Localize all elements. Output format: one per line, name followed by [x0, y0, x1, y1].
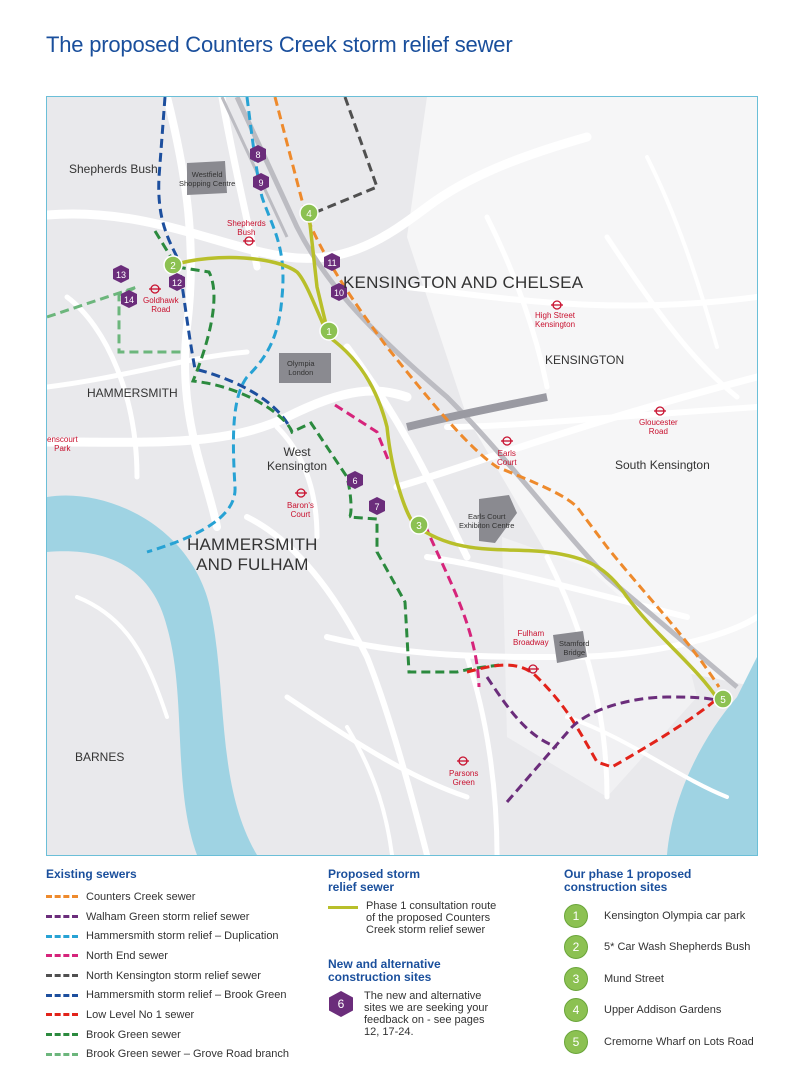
site-marker-3[interactable] — [410, 516, 428, 534]
landmark-stamford-bridge: Stamford Bridge — [559, 639, 590, 657]
legend-label: Brook Green sewer – Grove Road branch — [86, 1048, 289, 1061]
place-hammersmith: HAMMERSMITH — [87, 386, 178, 400]
legend-label: Phase 1 consultation route of the proposed Counters Creek storm relief sewer — [366, 900, 497, 936]
legend-item-brook-green-grove — [46, 1045, 306, 1065]
hexagon-icon — [328, 990, 354, 1018]
legend-swatch — [46, 915, 78, 918]
legend-site-3 — [564, 963, 774, 995]
legend-label: North Kensington storm relief sewer — [86, 969, 261, 982]
legend-label: Counters Creek sewer — [86, 890, 196, 903]
page-title: The proposed Counters Creek storm relief sewer — [46, 32, 513, 57]
svg-text:12: 12 — [171, 278, 183, 288]
legend-proposed-title: Proposed storm relief sewer — [328, 867, 421, 894]
legend-item-hammersmith-brook-green — [46, 985, 306, 1005]
place-south-kensington: South Kensington — [615, 458, 710, 472]
svg-text:6: 6 — [352, 476, 358, 486]
place-hammersmith-fulham: HAMMERSMITH AND FULHAM — [187, 535, 318, 574]
site-marker-4[interactable] — [300, 204, 318, 222]
svg-text:9: 9 — [258, 178, 264, 188]
legend-label: Upper Addison Gardens — [604, 1004, 722, 1017]
svg-text:7: 7 — [374, 502, 380, 512]
station-label-earls-court: Earls Court — [497, 449, 517, 467]
legend-swatch — [46, 1053, 78, 1056]
place-shepherds-bush: Shepherds Bush — [69, 162, 158, 176]
station-label-fulham-broadway: Fulham Broadway — [513, 629, 549, 647]
site-number-circle: 5 — [564, 1030, 588, 1054]
svg-text:5: 5 — [720, 695, 726, 706]
landmark-westfield: Westfield Shopping Centre — [179, 170, 236, 188]
legend-label: Walham Green storm relief sewer — [86, 910, 250, 923]
legend-new-alt-title: New and alternative construction sites — [328, 957, 441, 984]
legend-proposed — [328, 868, 528, 1038]
legend-swatch — [46, 1033, 78, 1036]
legend-item-hammersmith-duplication — [46, 926, 306, 946]
legend-swatch — [46, 974, 78, 977]
site-marker-1[interactable] — [320, 322, 338, 340]
legend-swatch — [46, 935, 78, 938]
legend-label: 5* Car Wash Shepherds Bush — [604, 941, 751, 954]
site-marker-5[interactable] — [714, 690, 732, 708]
station-label-ravenscourt-park: enscourt Park — [47, 435, 78, 453]
legend-existing-title: Existing sewers — [46, 867, 137, 881]
legend-item-phase1-route — [328, 900, 528, 936]
legend-item-brook-green — [46, 1025, 306, 1045]
station-label-parsons-green: Parsons Green — [449, 769, 479, 787]
legend-label: Hammersmith storm relief – Brook Green — [86, 989, 287, 1002]
legend-site-5 — [564, 1026, 774, 1058]
site-number-circle: 3 — [564, 967, 588, 991]
legend-label: Brook Green sewer — [86, 1028, 181, 1041]
legend-label: Cremorne Wharf on Lots Road — [604, 1035, 754, 1048]
place-kensington-chelsea: KENSINGTON AND CHELSEA — [343, 273, 584, 292]
legend-phase1-title: Our phase 1 proposed construction sites — [564, 867, 692, 894]
svg-text:11: 11 — [327, 258, 337, 268]
legend-label: Mund Street — [604, 972, 664, 985]
landmark-olympia: Olympia London — [287, 359, 315, 377]
station-label-barons-court: Baron's Court — [287, 501, 314, 519]
station-label-gloucester-road: Gloucester Road — [639, 418, 678, 436]
legend-item-north-kensington — [46, 966, 306, 986]
map[interactable] — [46, 96, 758, 856]
svg-text:10: 10 — [333, 288, 345, 298]
legend-site-1 — [564, 900, 774, 932]
legend-item-north-end — [46, 946, 306, 966]
site-marker-2[interactable] — [164, 256, 182, 274]
station-label-high-street-kensington: High Street Kensington — [535, 311, 576, 329]
svg-text:3: 3 — [416, 521, 422, 532]
legend-item-counters-creek — [46, 887, 306, 907]
site-number-circle: 4 — [564, 998, 588, 1022]
legend-item-walham-green — [46, 907, 306, 927]
legend-site-4 — [564, 995, 774, 1027]
map-canvas — [47, 97, 757, 855]
legend-label: Kensington Olympia car park — [604, 909, 746, 922]
svg-text:4: 4 — [306, 209, 312, 220]
legend-label: The new and alternative sites we are seeking your feedback on - see pages 12, 17-24. — [364, 990, 489, 1038]
legend-site-2 — [564, 932, 774, 964]
place-west-kensington: West Kensington — [267, 445, 328, 473]
place-barnes: BARNES — [75, 750, 125, 764]
legend-swatch — [46, 954, 78, 957]
site-number-circle: 1 — [564, 904, 588, 928]
legend-label: North End sewer — [86, 949, 168, 962]
svg-text:1: 1 — [326, 327, 332, 338]
station-label-shepherds-bush: Shepherds Bush — [227, 219, 266, 237]
legend-existing — [46, 868, 306, 1064]
svg-text:14: 14 — [123, 295, 135, 305]
legend-phase1-sites — [564, 868, 774, 1058]
legend-new-alt-number: 6 — [337, 997, 345, 1011]
legend-item-new-alt-sites — [328, 990, 528, 1038]
legend-existing-list — [46, 887, 306, 1064]
svg-text:8: 8 — [255, 150, 261, 160]
legend-swatch — [46, 1013, 78, 1016]
legend-swatch — [328, 906, 358, 909]
place-kensington: KENSINGTON — [545, 353, 625, 367]
legend-label: Hammersmith storm relief – Duplication — [86, 930, 279, 943]
legend-item-low-level — [46, 1005, 306, 1025]
site-number-circle: 2 — [564, 935, 588, 959]
svg-text:2: 2 — [170, 261, 176, 272]
landmark-earls-court-exhibition: Earls Court Exhibiton Centre — [459, 512, 515, 530]
legend-label: Low Level No 1 sewer — [86, 1008, 195, 1021]
station-label-goldhawk-road: Goldhawk Road — [143, 296, 179, 314]
legend-swatch — [46, 994, 78, 997]
legend-swatch — [46, 895, 78, 898]
svg-text:13: 13 — [115, 270, 127, 280]
